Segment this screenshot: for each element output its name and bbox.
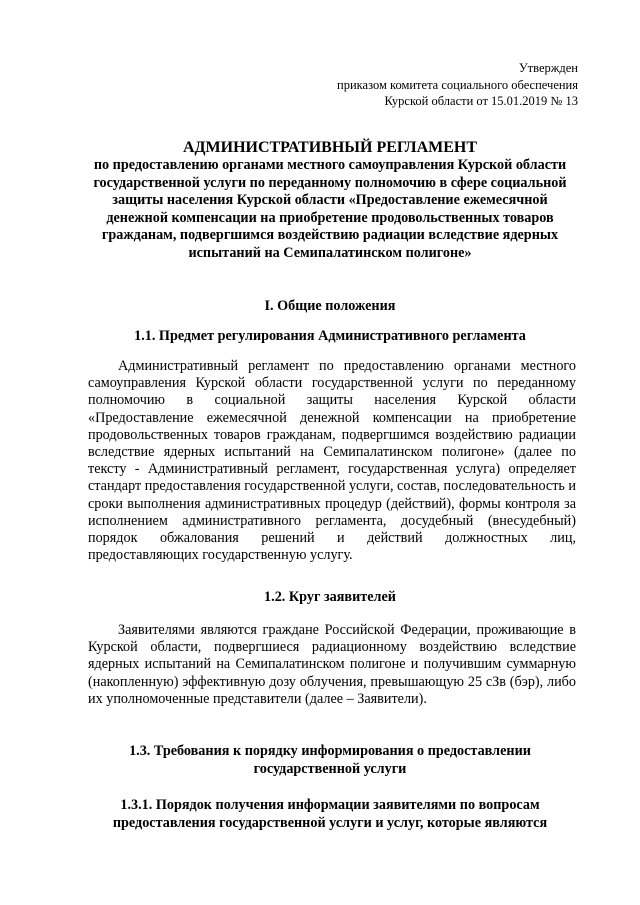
subsection-1-2-paragraph: Заявителями являются граждане Российской Федерации, проживающие в Курской области, подвергшиеся радиационному воздействию вследствие ядерных испытаний на Семипалатинском полигоне и получившим суммарную (накопленную) эффективную дозу облучения, превышающую 25 сЗв (бэр), либо их уполномоченные представители (далее – Заявители). [88,622,576,707]
subsection-1-3-heading-line-2: государственной услуги [253,761,407,777]
approval-line-1: Утвержден [518,61,578,75]
section-1-heading: I. Общие положения [264,298,396,314]
subsection-1-3-1-heading-line-1: 1.3.1. Порядок получения информации заявителями по вопросам [120,797,540,813]
approval-line-2: приказом комитета социального обеспечения [337,77,578,92]
subsection-1-3-heading-line-1: 1.3. Требования к порядку информирования о предоставлении [129,743,531,759]
subsection-1-1-paragraph: Административный регламент по предоставлению органами местного самоуправления Курской области государственной услуги по переданному полномочию в социальной защиты населения Курской области «Предоставление ежемесячной денежной компенсации на приобретение продовольственных товаров гражданам, подвергшимся воздействию радиации вследствие ядерных испытаний на Семипалатинском полигоне» (далее по тексту - Административный регламент, государственная услуга) определяет стандарт предоставления государственной услуги, состав, последовательность и сроки выполнения административных процедур (действий), формы контроля за исполнением административного регламента, досудебный (внесудебный) порядок обжалования решений и действий должностных лиц, предоставляющих государственную услугу. [88,358,577,564]
approval-stamp [337,60,578,110]
title-subtitle: по предоставлению органами местного самоуправления Курской области государственной услуги по переданному полномочию в сфере социальной защиты населения Курской области «Предоставление ежемесячной денежной компенсации на приобретение продовольственных товаров гражданам, подвергшимся воздействию радиации вследствие ядерных испытаний на Семипалатинском полигоне» [93,157,567,261]
subsection-1-1-heading: 1.1. Предмет регулирования Административного регламента [134,328,526,344]
document-title [85,138,575,263]
subsection-1-2-heading: 1.2. Круг заявителей [264,589,396,605]
approval-line-3: Курской области от 15.01.2019 № 13 [384,94,578,108]
title-main: АДМИНИСТРАТИВНЫЙ РЕГЛАМЕНТ [182,139,478,156]
subsection-1-3-1-heading-line-2: предоставления государственной услуги и услуг, которые являются [112,815,548,831]
subsection-1-3-heading [85,742,575,778]
subsection-1-3-1-heading [85,796,575,832]
